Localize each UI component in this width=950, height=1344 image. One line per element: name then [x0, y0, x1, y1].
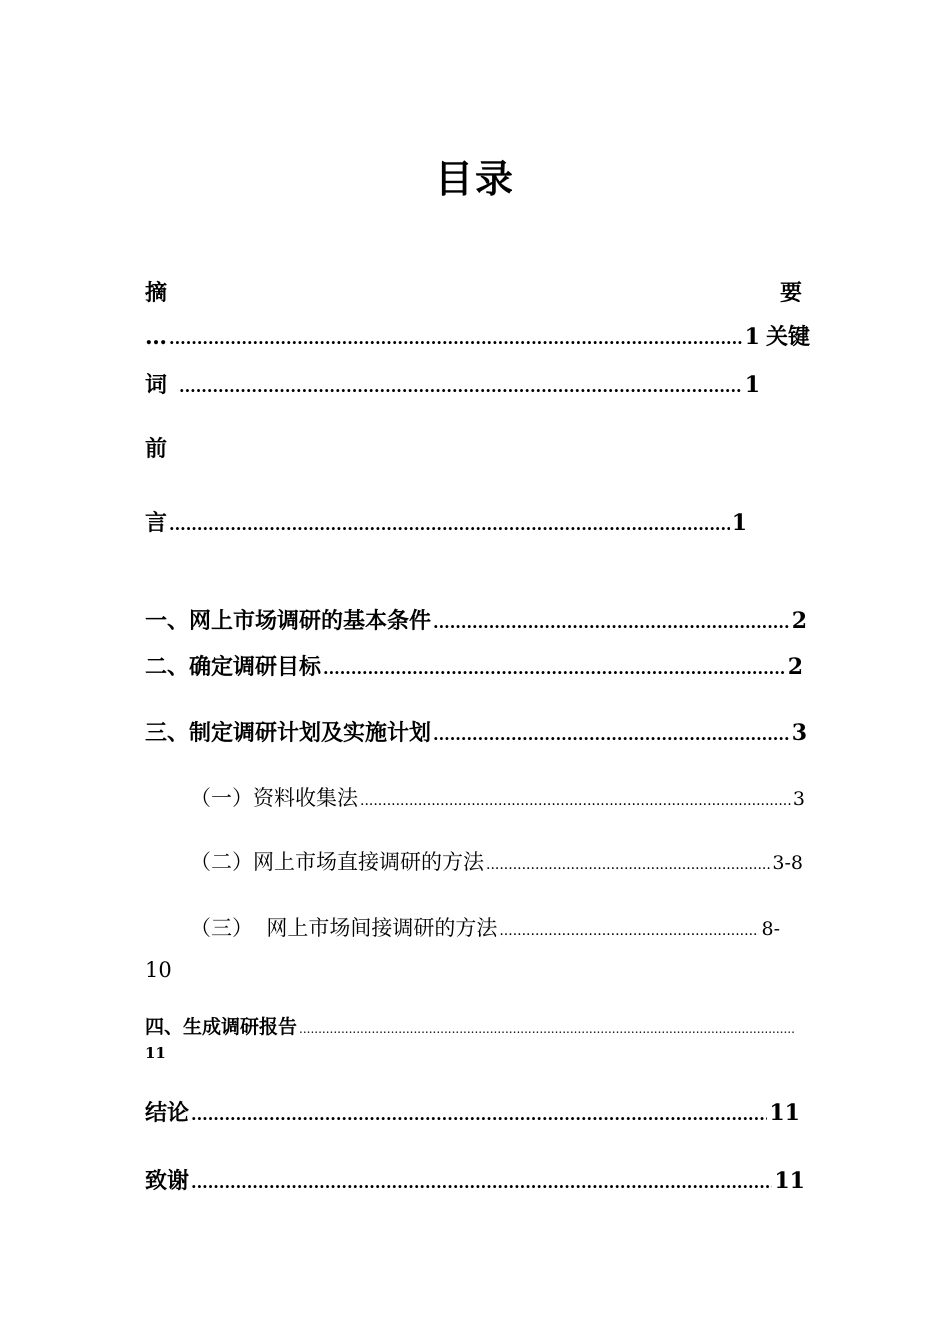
toc-leader-dots — [179, 377, 743, 396]
toc-leader-dots — [433, 725, 790, 744]
toc-item-label: 三、制定调研计划及实施计划 — [145, 720, 432, 746]
toc-item-4-page: 11 — [145, 1044, 166, 1062]
toc-subitem-page: 3-8 — [772, 852, 803, 874]
toc-entry-subitem-2[interactable] — [190, 846, 803, 876]
toc-entry-preface[interactable] — [145, 506, 747, 537]
toc-conclusion-page: 11 — [769, 1100, 800, 1126]
toc-leader-dots — [169, 515, 730, 534]
toc-item-page: 2 — [791, 608, 807, 634]
toc-conclusion-label: 结论 — [145, 1100, 190, 1126]
toc-entry-item-2[interactable] — [145, 650, 803, 681]
toc-leader-dots — [299, 1022, 795, 1036]
toc-entry-thanks[interactable] — [145, 1164, 805, 1195]
toc-preface-label-top: 前 — [145, 436, 168, 462]
toc-preface-label-bottom: 言 — [145, 510, 168, 536]
toc-entry-item-4[interactable] — [145, 1012, 797, 1039]
toc-leader-dots — [360, 793, 791, 809]
toc-leader-dots — [433, 613, 790, 632]
toc-keywords-page: 1 — [744, 372, 760, 398]
toc-entry-keywords[interactable] — [145, 368, 760, 399]
toc-entry-item-3[interactable] — [145, 716, 807, 747]
toc-item-label: 一、网上市场调研的基本条件 — [145, 608, 432, 634]
toc-abstract-char1: 摘 — [145, 280, 168, 306]
toc-item-label: 四、生成调研报告 — [145, 1016, 298, 1038]
toc-keywords-label: 词 — [145, 372, 168, 398]
toc-leader-dots — [169, 329, 743, 348]
toc-item-label: 二、确定调研目标 — [145, 654, 322, 680]
toc-subitem-label: （一）资料收集法 — [190, 786, 358, 810]
toc-entry-conclusion[interactable] — [145, 1096, 800, 1127]
toc-thanks-page: 11 — [774, 1168, 805, 1194]
toc-abstract-ellipsis: … — [145, 324, 167, 350]
toc-entry-subitem-3[interactable] — [190, 912, 780, 942]
toc-thanks-label: 致谢 — [145, 1168, 190, 1194]
page-title: 目录 — [434, 156, 515, 201]
toc-preface-page: 1 — [731, 510, 747, 536]
toc-leader-dots — [499, 923, 759, 939]
toc-subitem-page: 8- — [761, 918, 780, 940]
toc-subitem-page: 3 — [792, 788, 805, 810]
toc-keywords-label-start: 关键 — [765, 324, 810, 350]
toc-leader-dots — [486, 857, 770, 873]
toc-abstract-page: 1 — [744, 324, 760, 350]
toc-leader-dots — [191, 1173, 772, 1192]
toc-item-page: 2 — [787, 654, 803, 680]
toc-subitem-label: （三） 网上市场间接调研的方法 — [190, 916, 498, 940]
toc-leader-dots — [191, 1105, 767, 1124]
toc-entry-subitem-1[interactable] — [190, 782, 805, 812]
toc-item-page: 3 — [791, 720, 807, 746]
toc-abstract-char2: 要 — [780, 280, 803, 306]
toc-entry-item-1[interactable] — [145, 604, 807, 635]
toc-subitem-page-wrap: 10 — [145, 958, 172, 982]
toc-leader-dots — [323, 659, 786, 678]
toc-subitem-label: （二）网上市场直接调研的方法 — [190, 850, 484, 874]
toc-entry-abstract[interactable] — [145, 320, 810, 351]
